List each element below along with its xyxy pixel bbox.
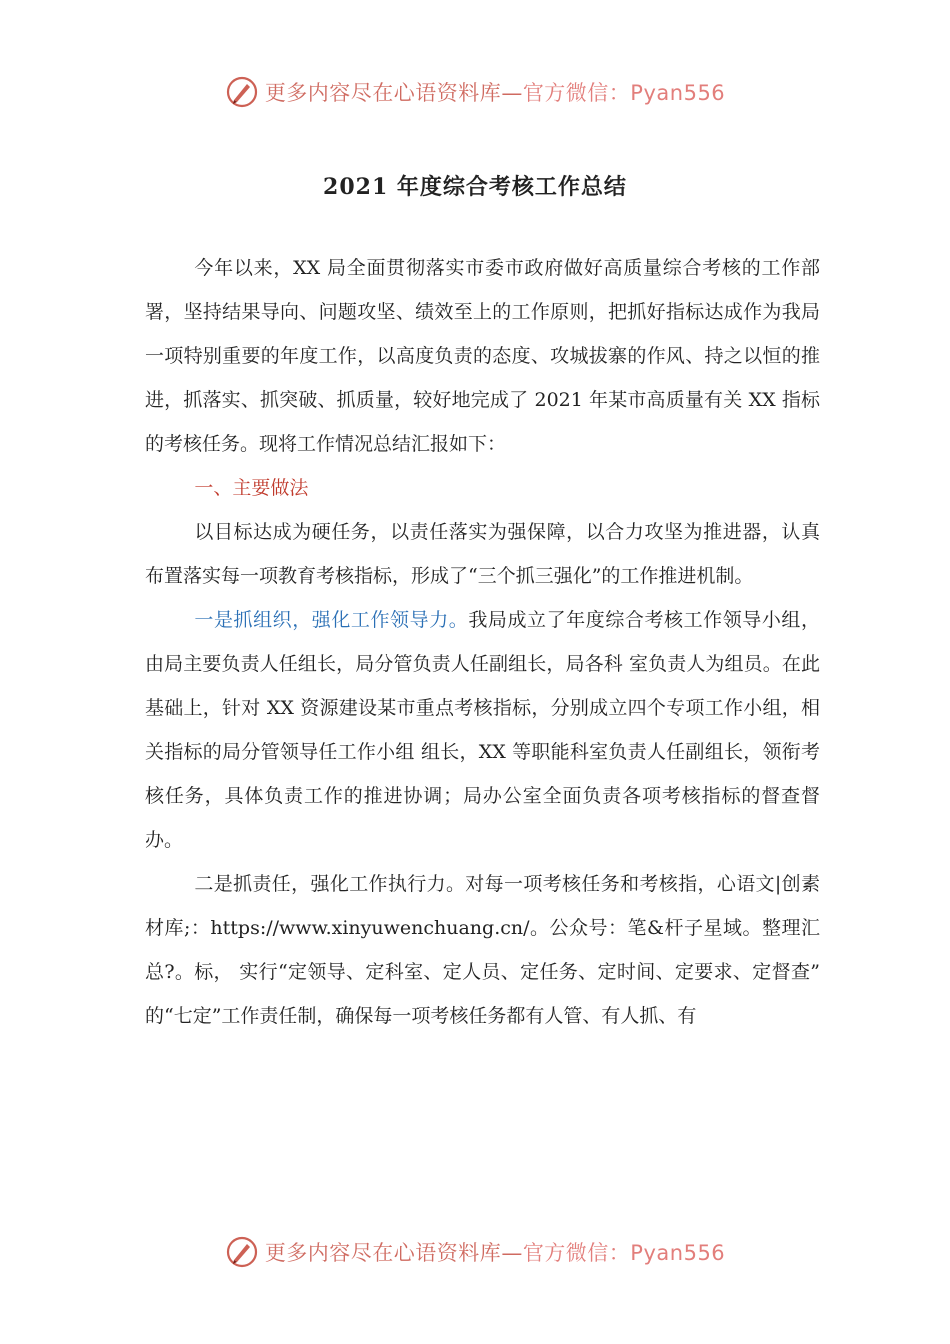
document-body <box>145 246 820 1038</box>
document-title: 2021 年度综合考核工作总结 <box>323 174 627 200</box>
watermark-banner-top <box>0 72 950 112</box>
pen-logo-icon <box>225 75 259 109</box>
watermark-banner-bottom <box>0 1232 950 1272</box>
pen-logo-icon <box>225 1235 259 1269</box>
responsibility-paragraph: 二是抓责任，强化工作执行力。对每一项考核任务和考核指，心语文|创素材库;：https://www.xinyuwenchuang.cn/。公众号：笔&杆子星域。整理汇总?。标， 实行“定领导、定科室、定人员、定任务、定时间、定要求、定督查” 的“七定”工作责任制，确保每一项考核任务都有人管、有人抓、有 <box>145 873 820 1027</box>
organization-paragraph <box>145 598 820 862</box>
watermark-text: 更多内容尽在心语资料库—官方微信：Pyan556 <box>264 1241 726 1265</box>
approach-paragraph: 以目标达成为硬任务，以责任落实为强保障，以合力攻坚为推进器，认真布置落实每一项教育考核指标，形成了“三个抓三强化”的工作推进机制。 <box>145 521 820 587</box>
watermark-text: 更多内容尽在心语资料库—官方微信：Pyan556 <box>264 81 726 105</box>
section-heading: 一、主要做法 <box>194 477 309 499</box>
intro-paragraph: 今年以来，XX 局全面贯彻落实市委市政府做好高质量综合考核的工作部署，坚持结果导向、问题攻坚、绩效至上的工作原则，把抓好指标达成作为我局一项特别重要的年度工作，以高度负责的态度、攻城拔寨的作风、持之以恒的推进，抓落实、抓突破、抓质量，较好地完成了 2021 年某市高质量有关 XX 指标的考核任务。现将工作情况总结汇报如下： <box>145 257 820 455</box>
organization-body: 我局成立了年度综合考核工作领导小组，由局主要负责人任组长，局分管负责人任副组长，局各科 室负责人为组员。在此基础上，针对 XX 资源建设某市重点考核指标，分别成立四个专项工作小组，相关指标的局分管领导任工作小组 组长，XX 等职能科室负责人任副组长，领衔考核任务，具体负责工作的推进协调；局办公室全面负责各项考核指标的督查督办。 <box>145 609 820 851</box>
organization-lead: 一是抓组织，强化工作领导力。 <box>194 609 469 631</box>
